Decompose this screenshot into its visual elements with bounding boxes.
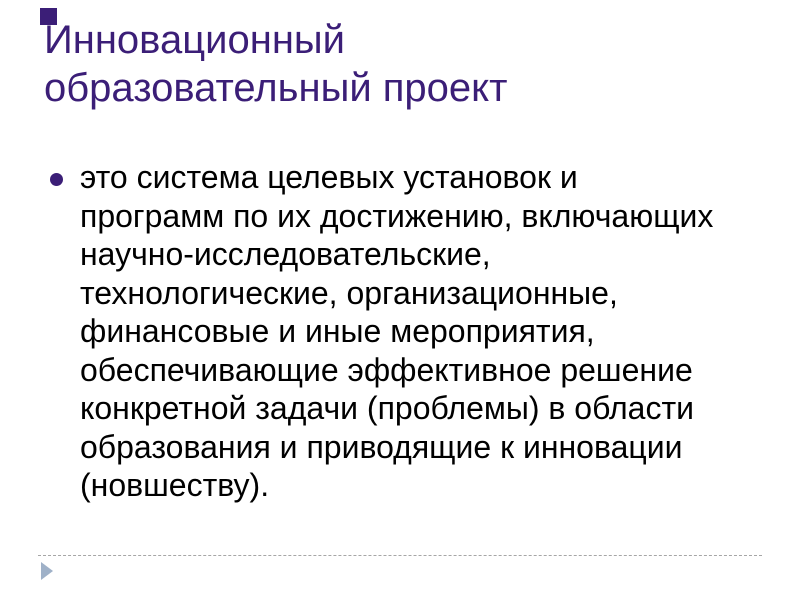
body-text-line: программ по их достижению, включающих	[80, 197, 714, 234]
bullet-item	[50, 158, 770, 505]
bullet-text	[80, 158, 713, 505]
body-text-line: финансовые и иные мероприятия,	[80, 313, 595, 349]
slide-title-line-2: образовательный проект	[44, 66, 508, 110]
body-text-line: технологические, организационные,	[80, 274, 618, 311]
body-text-line: образования и приводящие к инновации	[80, 428, 683, 465]
body-text-line: обеспечивающие эффективное решение	[80, 351, 693, 388]
bullet-marker	[50, 173, 80, 186]
slide-body	[50, 158, 770, 505]
slide-title-line-1: Инновационный	[44, 18, 345, 62]
footer-dashed-divider	[38, 555, 762, 556]
body-text-line: это система целевых установок и	[80, 159, 578, 195]
next-slide-arrow-icon[interactable]	[40, 562, 54, 580]
body-text-line: научно-исследовательские,	[80, 236, 491, 272]
bullet-dot-icon	[50, 173, 63, 186]
slide-title	[44, 16, 507, 112]
body-text-line: (новшеству).	[80, 467, 270, 503]
body-text-line: конкретной задачи (проблемы) в области	[80, 390, 694, 426]
